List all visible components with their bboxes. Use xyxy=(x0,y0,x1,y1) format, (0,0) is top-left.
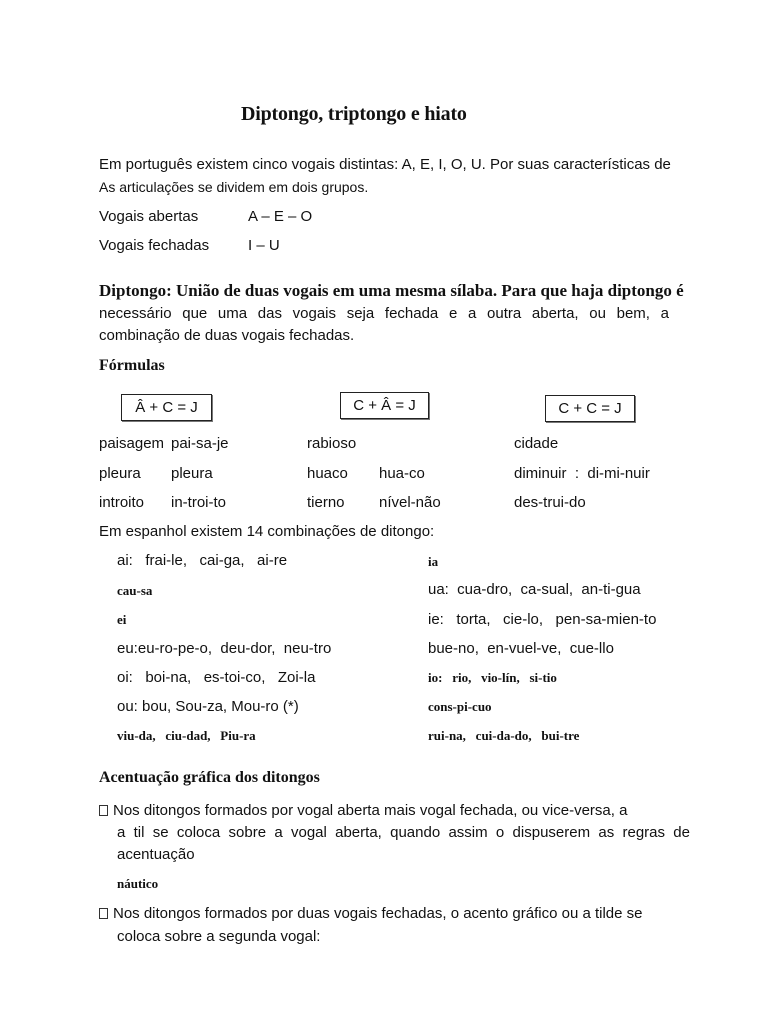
accent-paragraph-2-line-2: coloca sobre a segunda vogal: xyxy=(117,928,321,945)
example-word: des-trui-do xyxy=(514,494,586,511)
accent-paragraph-1-line-1 xyxy=(99,802,627,819)
accent-p1-text: Nos ditongos formados por vogal aberta mais vogal fechada, ou vice-versa, a xyxy=(113,802,628,819)
formula-box-2 xyxy=(340,392,429,419)
formula-box-1 xyxy=(121,394,212,421)
accent-example: náutico xyxy=(117,876,159,891)
combo-left: cau-sa xyxy=(117,583,153,598)
diptongo-line-2: necessário que uma das vogais seja fechada e a outra aberta, ou bem, a xyxy=(99,305,669,322)
combo-right: io: rio, vio-lín, si-tio xyxy=(428,670,557,685)
formulas-heading: Fórmulas xyxy=(99,357,165,374)
example-word: rabioso xyxy=(307,435,357,452)
example-word: introito xyxy=(99,494,145,511)
vowel-closed-value: I – U xyxy=(248,237,280,254)
combo-right: bue-no, en-vuel-ve, cue-llo xyxy=(428,640,614,657)
example-syllables: pleura xyxy=(171,465,213,482)
combo-right: cons-pi-cuo xyxy=(428,699,492,714)
page-title: Diptongo, triptongo e hiato xyxy=(241,103,467,125)
diptongo-line-3: combinação de duas vogais fechadas. xyxy=(99,327,355,344)
accent-paragraph-1-line-2: a til se coloca sobre a vogal aberta, quando assim o dispuserem as regras de xyxy=(117,824,690,841)
example-word: paisagem xyxy=(99,435,165,452)
bullet-icon xyxy=(99,908,108,919)
intro-line-2: As articulações se dividem em dois grupos. xyxy=(99,179,369,195)
accent-paragraph-2-line-1 xyxy=(99,905,643,922)
diptongo-heading: Diptongo: União de duas vogais em uma mesma sílaba. Para que haja diptongo é xyxy=(99,281,684,300)
combo-right: ua: cua-dro, ca-sual, an-ti-gua xyxy=(428,581,641,598)
example-word: diminuir : di-mi-nuir xyxy=(514,465,650,482)
combo-left: ou: bou, Sou-za, Mou-ro (*) xyxy=(117,698,299,715)
combo-left: eu:eu-ro-pe-o, deu-dor, neu-tro xyxy=(117,640,332,657)
combo-left: oi: boi-na, es-toi-co, Zoi-la xyxy=(117,669,316,686)
bullet-icon xyxy=(99,805,108,816)
formula-text-1: Â + C = J xyxy=(135,399,198,416)
example-word: huaco xyxy=(307,465,348,482)
example-syllables: pai-sa-je xyxy=(171,435,229,452)
vowel-closed-label: Vogais fechadas xyxy=(99,237,210,254)
formula-text-2: C + Â = J xyxy=(353,397,416,414)
formula-text-3: C + C = J xyxy=(558,400,622,417)
combo-right: ia xyxy=(428,554,439,569)
accent-p2-text: Nos ditongos formados por duas vogais fechadas, o acento gráfico ou a tilde se xyxy=(113,905,643,922)
accent-heading: Acentuação gráfica dos ditongos xyxy=(99,769,320,786)
combo-left: ai: frai-le, cai-ga, ai-re xyxy=(117,552,288,569)
example-syllables: hua-co xyxy=(379,465,425,482)
vowel-open-label: Vogais abertas xyxy=(99,208,199,225)
vowel-open-value: A – E – O xyxy=(248,208,313,225)
example-syllables: nível-não xyxy=(379,494,441,511)
combo-left: viu-da, ciu-dad, Piu-ra xyxy=(117,728,256,743)
example-word: tierno xyxy=(307,494,345,511)
accent-paragraph-1-line-3: acentuação xyxy=(117,846,195,863)
formula-box-3 xyxy=(545,395,635,422)
intro-line-1: Em português existem cinco vogais distintas: A, E, I, O, U. Por suas características de xyxy=(99,156,671,173)
combo-left: ei xyxy=(117,612,127,627)
combo-right: ie: torta, cie-lo, pen-sa-mien-to xyxy=(428,611,657,628)
example-word: cidade xyxy=(514,435,559,452)
combo-right: rui-na, cui-da-do, bui-tre xyxy=(428,728,580,743)
spanish-intro: Em espanhol existem 14 combinações de ditongo: xyxy=(99,523,435,540)
example-word: pleura xyxy=(99,465,141,482)
example-syllables: in-troi-to xyxy=(171,494,227,511)
